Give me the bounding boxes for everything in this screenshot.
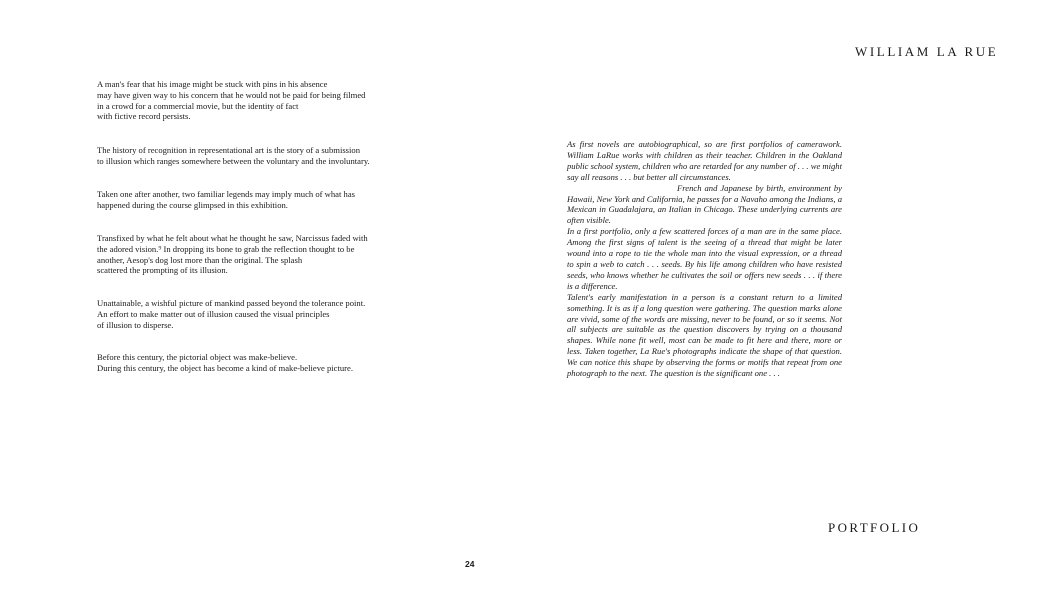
portfolio-introduction [567,139,842,379]
intro-paragraph: French and Japanese by birth, environment by Hawaii, New York and California, he passes for a Navaho among the Indians, a Mexican in Guadalajara, an Italian in Chicago. These underlying currents are often visible. [567,182,842,226]
intro-paragraph: As first novels are autobiographical, so are first portfolios of camerawork. William LaRue works with children as their teacher. Children in the Oakland public school system, children who are retarded for any number of . . . we might say all reasons . . . but better all circumstances. [567,139,842,182]
essay-paragraph: Taken one after another, two familiar legends may imply much of what has happened during the course glimpsed in this exhibition. [97,189,355,210]
section-title: PORTFOLIO [828,520,921,535]
author-heading: WILLIAM LA RUE [855,44,999,59]
intro-paragraph: In a first portfolio, only a few scattered forces of a man are in the same place. Among the first signs of talent is the seeing of a thread that might be later wound into a rope to tie the whole man into the visual expression, or a thread to spin a web to catch . . . seeds. By his life among children who have resisted seeds, who knows whether he cultivates the soil or offers new seeds . . . if there is a difference. [567,226,842,291]
essay-paragraph: Unattainable, a wishful picture of mankind passed beyond the tolerance point. An effort to make matter out of illusion caused the visual principles of illusion to disperse. [97,298,366,330]
essay-paragraph: Transfixed by what he felt about what he thought he saw, Narcissus faded with the adored vision.⁹ In dropping its bone to grab the reflection thought to be another, Aesop's dog lost more than the original. The splash scattered the prompting of its illusion. [97,233,368,276]
essay-paragraph: A man's fear that his image might be stuck with pins in his absence may have given way to his concern that he would not be paid for being filmed in a crowd for a commercial movie, but the identity of fact with fictive record persists. [97,79,366,122]
essay-paragraph: The history of recognition in representational art is the story of a submission to illusion which ranges somewhere between the voluntary and the involuntary. [97,145,370,166]
intro-paragraph: Talent's early manifestation in a person is a constant return to a limited something. It is as if a long question were gathering. The question marks alone are vivid, some of the words are missing, never to be found, or so it seems. Not all subjects are suitable as the question discovers by trying on a thousand shapes. While none fit well, most can be made to fit here and there, more or less. Taken together, La Rue's photographs indicate the shape of that question. We can notice this shape by observing the forms or motifs that repeat from one photograph to the next. The question is the significant one . . . [567,291,842,379]
essay-paragraph: Before this century, the pictorial object was make-believe. During this century, the object has become a kind of make-believe picture. [97,352,353,373]
page-number: 24 [465,559,475,569]
